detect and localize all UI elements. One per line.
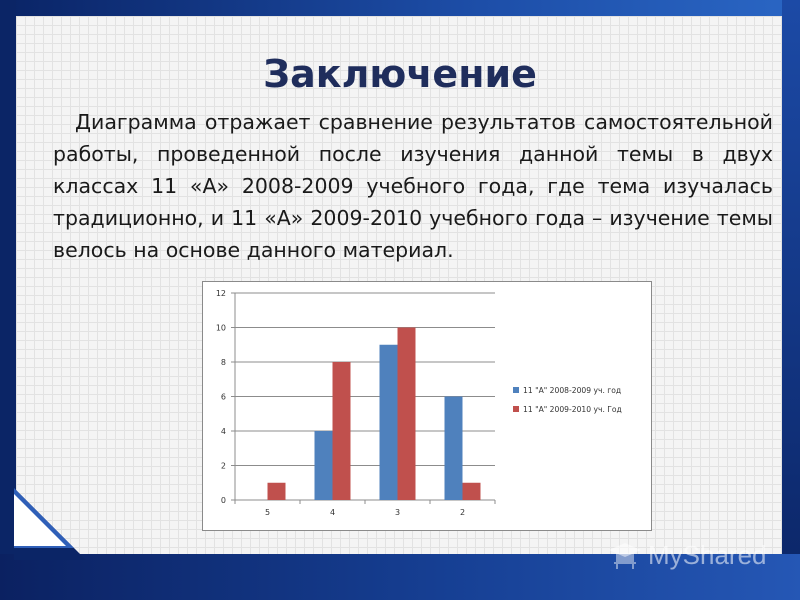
legend-label: 11 "А" 2009-2010 уч. Год (523, 405, 622, 414)
y-tick-label: 10 (215, 323, 226, 333)
bar (315, 431, 333, 500)
x-tick-label: 5 (264, 508, 271, 517)
y-tick-label: 12 (215, 289, 226, 298)
x-tick-label: 2 (459, 508, 466, 517)
body-paragraph: Диаграмма отражает сравнение результатов самостоятельной работы, проведенной после изучения данной темы в двух классах 11 «А» 2008-2009 учебного года, где тема изучалась традиционно, и 11 «А» 2009-2010 учебного года – изучение темы велось на основе данного материал. (53, 110, 773, 262)
legend-swatch (513, 387, 519, 393)
slide-top-band (0, 0, 800, 16)
legend-label: 11 "А" 2008-2009 уч. год (523, 386, 622, 395)
watermark (608, 537, 767, 573)
slide-title: Заключение (263, 52, 537, 96)
y-tick-label: 4 (220, 427, 226, 436)
corner-fold-decoration (14, 488, 86, 560)
legend-swatch (513, 406, 519, 412)
bar (380, 345, 398, 500)
bar (398, 328, 416, 501)
bar (463, 483, 481, 500)
bar (333, 362, 351, 500)
chart-svg (203, 282, 651, 530)
watermark-text: MyShared (648, 539, 767, 570)
bar (268, 483, 286, 500)
bar-chart (202, 281, 652, 531)
y-tick-label: 8 (220, 358, 226, 367)
y-tick-label: 0 (220, 496, 226, 505)
x-tick-label: 4 (329, 508, 336, 517)
y-tick-label: 2 (220, 461, 226, 471)
mortarboard-logo-icon (608, 540, 642, 570)
y-tick-label: 6 (220, 392, 226, 402)
slide-body-text (53, 106, 773, 266)
x-tick-label: 3 (394, 508, 401, 517)
bar (445, 397, 463, 501)
